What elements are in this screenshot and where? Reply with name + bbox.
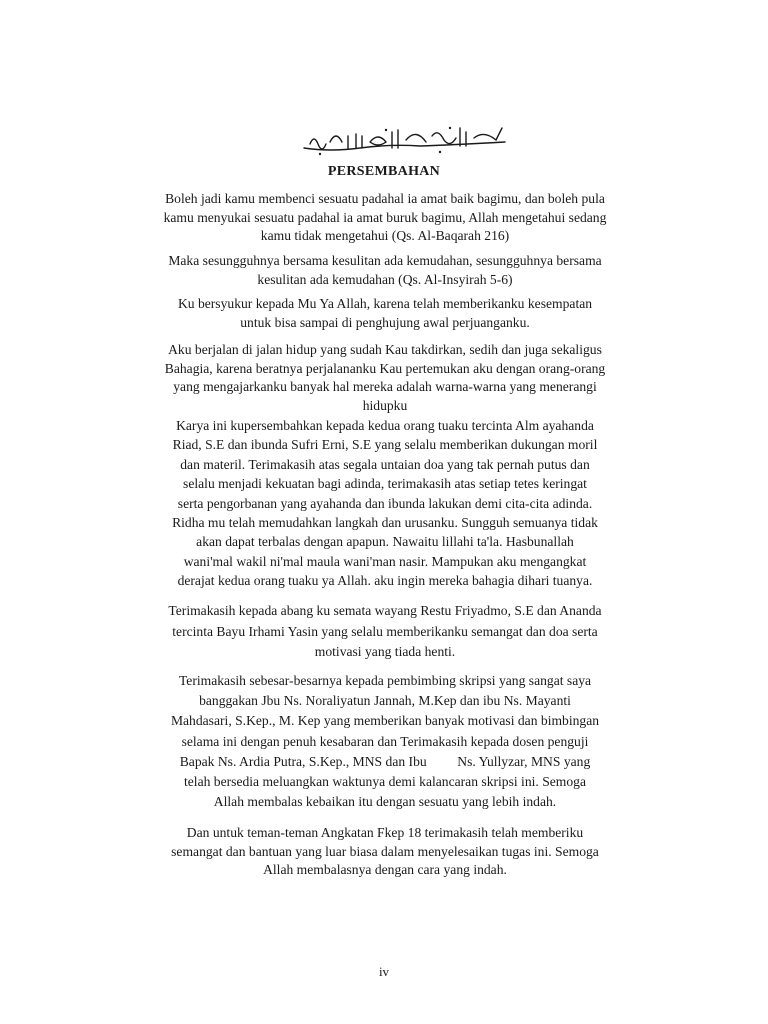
paragraph-line: derajat kedua orang tuaku ya Allah. aku ingin mereka bahagia dihari tuanya. [177, 573, 593, 589]
paragraph-line: Mahdasari, S.Kep., M. Kep yang memberikan banyak motivasi dan bimbingan [170, 713, 600, 729]
paragraph-line: telah bersedia meluangkan waktunya demi kalancaran skripsi ini. Semoga [183, 774, 587, 790]
paragraph-line: Allah membalasnya dengan cara yang indah. [263, 862, 507, 877]
paragraph-line: Maka sesungguhnya bersama kesulitan ada kemudahan, sesungguhnya bersama [168, 253, 602, 268]
paragraph-siblings [140, 601, 630, 663]
paragraph-line: motivasi yang tiada henti. [314, 644, 456, 659]
paragraph-line: Ku bersyukur kepada Mu Ya Allah, karena telah memberikanku kesempatan [177, 296, 593, 311]
basmalah-calligraphy [300, 118, 510, 158]
paragraph-line: selalu menjadi kekuatan bagi adinda, terimakasih atas setiap tetes keringat [183, 476, 587, 492]
paragraph-supervisors [140, 671, 630, 812]
paragraph-line: tercinta Bayu Irhami Yasin yang selalu memberikanku semangat dan doa serta [172, 623, 598, 639]
paragraph-line: Dan untuk teman-teman Angkatan Fkep 18 terimakasih telah memberiku [186, 825, 584, 840]
paragraph-line: Riad, S.E dan ibunda Sufri Erni, S.E yang selalu memberikan dukungan moril [172, 437, 598, 453]
paragraph-line: wani'mal wakil ni'mal maula wani'man nasir. Mampukan aku mengangkat [183, 553, 587, 569]
page-title: PERSEMBAHAN [327, 164, 441, 179]
paragraph-line: Boleh jadi kamu membenci sesuatu padahal ia amat baik bagimu, dan boleh pula [165, 191, 605, 206]
paragraph-line: Aku berjalan di jalan hidup yang sudah Kau takdirkan, sedih dan juga sekaligus [168, 342, 602, 357]
paragraph-line: yang mengajarkanku banyak hal mereka adalah warna-warna yang menerangi [173, 379, 597, 394]
paragraph-line: Terimakasih sebesar-besarnya kepada pembimbing skripsi yang sangat saya [178, 673, 592, 688]
paragraph-line: kamu tidak mengetahui (Qs. Al-Baqarah 216) [260, 228, 510, 243]
paragraph-quote-insyirah [140, 252, 630, 289]
paragraph-line: Bahagia, karena beratnya perjalananku Kau pertemukan aku dengan orang-orang [164, 360, 606, 376]
paragraph-line: untuk bisa sampai di penghujung awal perjuanganku. [240, 314, 530, 330]
paragraph-line: Allah membalas kebaikan itu dengan sesuatu yang lebih indah. [213, 794, 557, 810]
paragraph-line: kamu menyukai sesuatu padahal ia amat buruk bagimu, Allah mengetahui sedang [163, 209, 607, 225]
paragraph-line: Bapak Ns. Ardia Putra, S.Kep., MNS dan Ibu Ns. Yullyzar, MNS yang [179, 753, 591, 769]
paragraph-gratitude-allah [140, 295, 630, 332]
paragraph-line: kesulitan ada kemudahan (Qs. Al-Insyirah 5-6) [257, 271, 513, 287]
paragraph-line: serta pengorbanan yang ayahanda dan ibunda lakukan demi cita-cita adinda. [177, 495, 593, 511]
paragraph-line: Ridha mu telah memudahkan langkah dan urusanku. Sungguh semuanya tidak [172, 515, 598, 531]
paragraph-line: akan dapat terbalas dengan apapun. Nawaitu lillahi ta'la. Hasbunallah [196, 534, 574, 550]
paragraph-line: hidupku [362, 397, 408, 413]
paragraph-quote-baqarah [140, 190, 630, 246]
page-number: iv [378, 964, 390, 979]
paragraph-parents [140, 416, 630, 591]
paragraph-line: Karya ini kupersembahkan kepada kedua orang tuaku tercinta Alm ayahanda [176, 418, 594, 433]
paragraph-classmates [140, 824, 630, 880]
paragraph-line: dan materil. Terimakasih atas segala untaian doa yang tak pernah putus dan [180, 456, 590, 472]
paragraph-line: Terimakasih kepada abang ku semata wayang Restu Friyadmo, S.E dan Ananda [168, 603, 602, 618]
paragraph-line: banggakan Jbu Ns. Noraliyatun Jannah, M.Kep dan ibu Ns. Mayanti [199, 693, 571, 709]
paragraph-line: selama ini dengan penuh kesabaran dan Terimakasih kepada dosen penguji [181, 733, 589, 749]
paragraph-line: semangat dan bantuan yang luar biasa dalam menyelesaikan tugas ini. Semoga [171, 843, 599, 859]
paragraph-life-journey [140, 341, 630, 415]
